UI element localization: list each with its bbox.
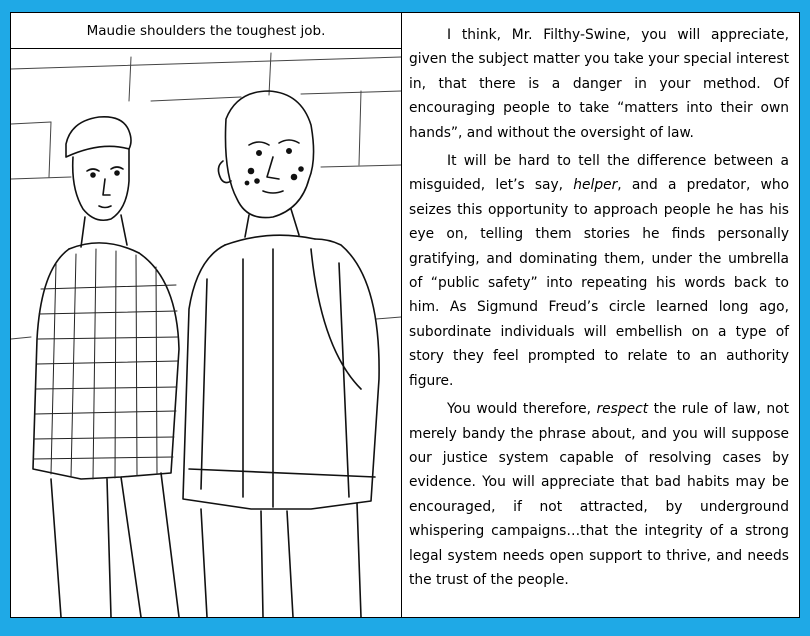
italic-text: respect [596, 401, 649, 418]
paragraph [409, 23, 789, 145]
caption-box [11, 13, 401, 49]
sketch-illustration [11, 49, 401, 617]
letter-text [409, 23, 789, 596]
paragraph [409, 149, 789, 393]
italic-text: helper [573, 177, 618, 194]
comic-panel [10, 12, 800, 618]
text-segment: It will be hard to tell the difference between a misguided, let’s say, [409, 153, 789, 194]
text-segment: I think, Mr. Filthy-Swine, you will appreciate, given the subject matter you take your special interest in, that there is a danger in your method. Of encouraging people to take “matters into their own hands”, and without the oversight of law. [409, 27, 789, 141]
text-segment: You would therefore, [447, 401, 597, 418]
maudie-figure [33, 117, 179, 617]
text-segment: , and a predator, who seizes this opportunity to approach people he has his eye on, telling them stories he finds personally gratifying, and dominating them, under the umbrella of “public safety” into repeating his words back to him. As Sigmund Freud’s circle learned long ago, subordinate individuals will embellish on a type of story they feel prompted to relate to an authority figure. [409, 177, 790, 389]
caption-text: Maudie shoulders the toughest job. [86, 22, 326, 39]
text-segment: the rule of law, not merely bandy the phrase about, and you will suppose our justice system capable of resolving cases by evidence. You will appreciate that bad habits may be encouraged, if not attracted, by underground whispering campaigns…that the integrity of a strong legal system needs open support to thrive, and needs the trust of the people. [409, 401, 789, 588]
panel-divider [401, 13, 402, 617]
old-man-figure [183, 91, 379, 617]
paragraph [409, 397, 789, 592]
